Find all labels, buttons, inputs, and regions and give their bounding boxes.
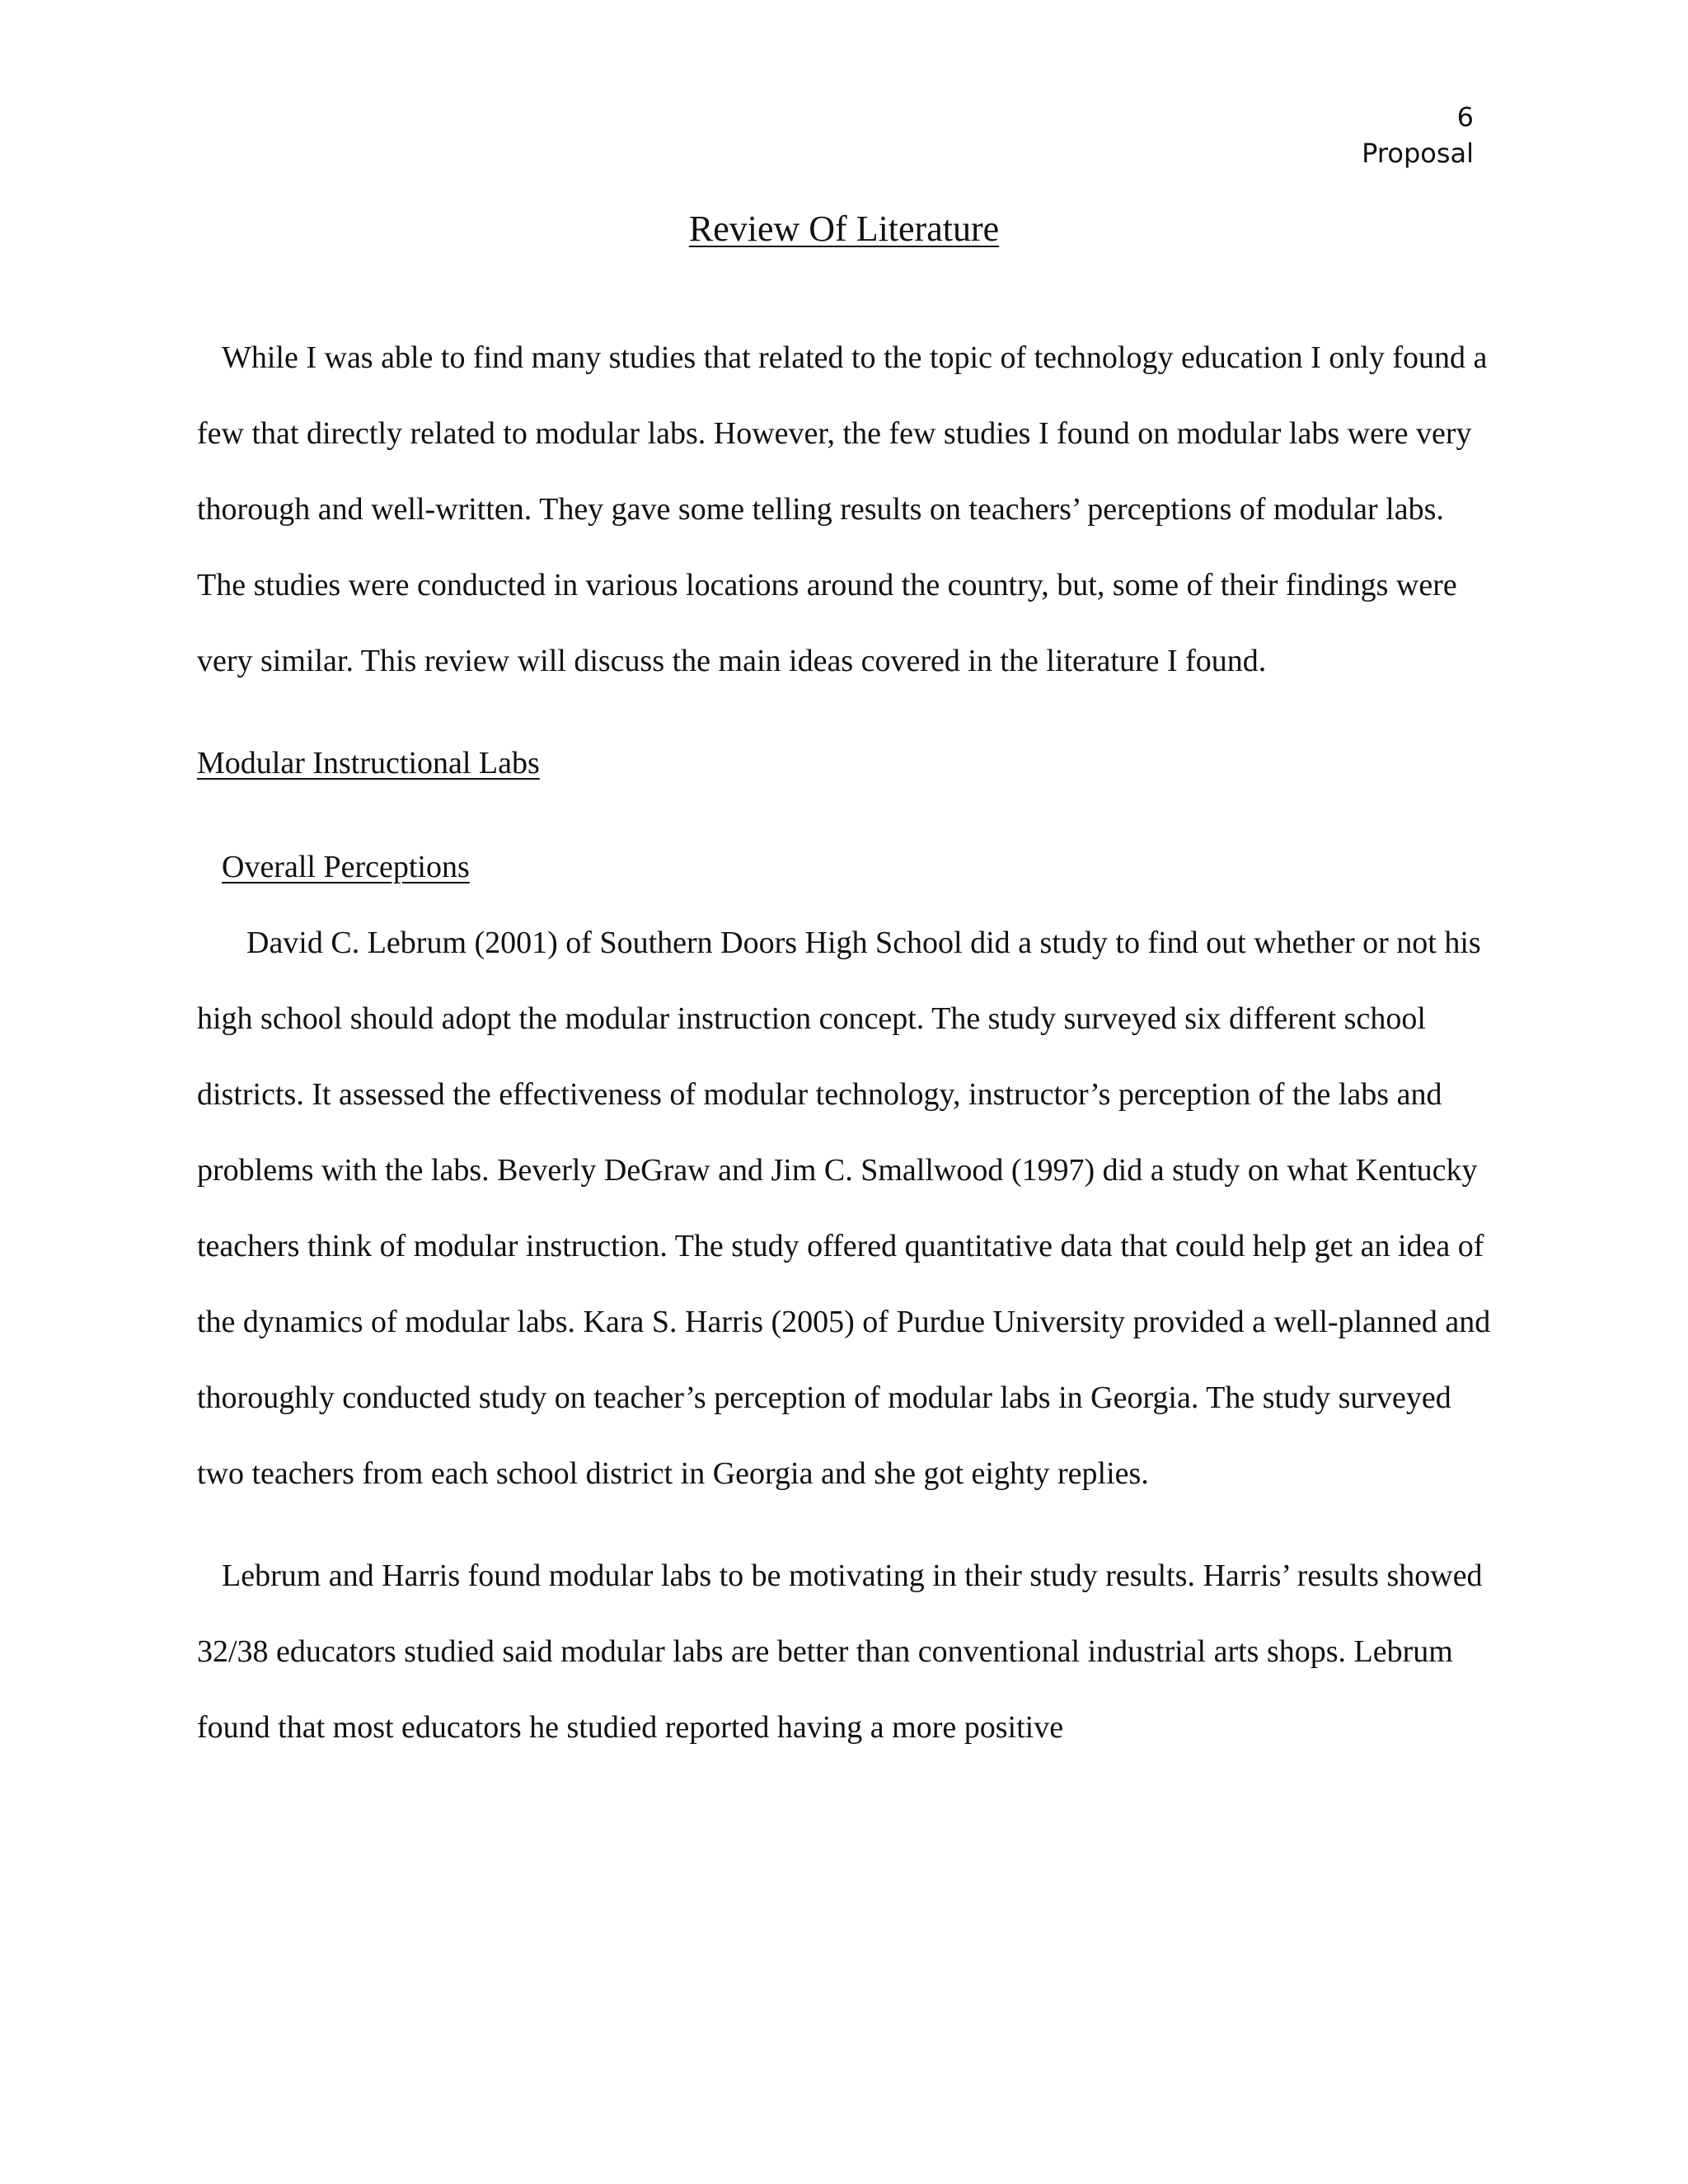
page-title-text: Review Of Literature bbox=[688, 209, 1000, 249]
section-heading: Modular Instructional Labs bbox=[197, 746, 540, 780]
body-paragraph: David C. Lebrum (2001) of Southern Doors High School did a study to find out whether or not his high school should adopt the modular instruction concept. The study surveyed six different school districts. It assessed the effectiveness of modular technology, instructor’s perception of the labs and problems with the labs. Beverly DeGraw and Jim C. Smallwood (1997) did a study on what Kentucky teachers think of modular instruction. The study offered quantitative data that could help get an idea of the dynamics of modular labs. Kara S. Harris (2005) of Purdue University provided a well-planned and thoroughly conducted study on teacher’s perception of modular labs in Georgia. The study surveyed two teachers from each school district in Georgia and she got eighty replies. bbox=[197, 926, 1491, 1491]
document-body bbox=[197, 320, 1499, 1765]
section-heading-wrap bbox=[197, 725, 1499, 801]
page-number: 6 bbox=[1456, 101, 1474, 133]
subsection-heading: Overall Perceptions bbox=[222, 850, 470, 884]
body-paragraph-continued: Lebrum and Harris found modular labs to be motivating in their study results. Harris’ results showed 32/38 educators studied said modular labs are better than conventional industrial arts shops. Lebrum found that most educators he studied reported having a more positive bbox=[197, 1558, 1483, 1745]
page-header bbox=[1362, 99, 1474, 171]
subsection-heading-wrap bbox=[197, 829, 1499, 905]
page-title bbox=[0, 206, 1688, 252]
running-head: Proposal bbox=[1362, 138, 1474, 169]
intro-paragraph: While I was able to find many studies that related to the topic of technology education I only found a few that directly related to modular labs. However, the few studies I found on modular labs were very thorough and well-written. They gave some telling results on teachers’ perceptions of modular labs. The studies were conducted in various locations around the country, but, some of their findings were very similar. This review will discuss the main ideas covered in the literature I found. bbox=[197, 340, 1488, 678]
